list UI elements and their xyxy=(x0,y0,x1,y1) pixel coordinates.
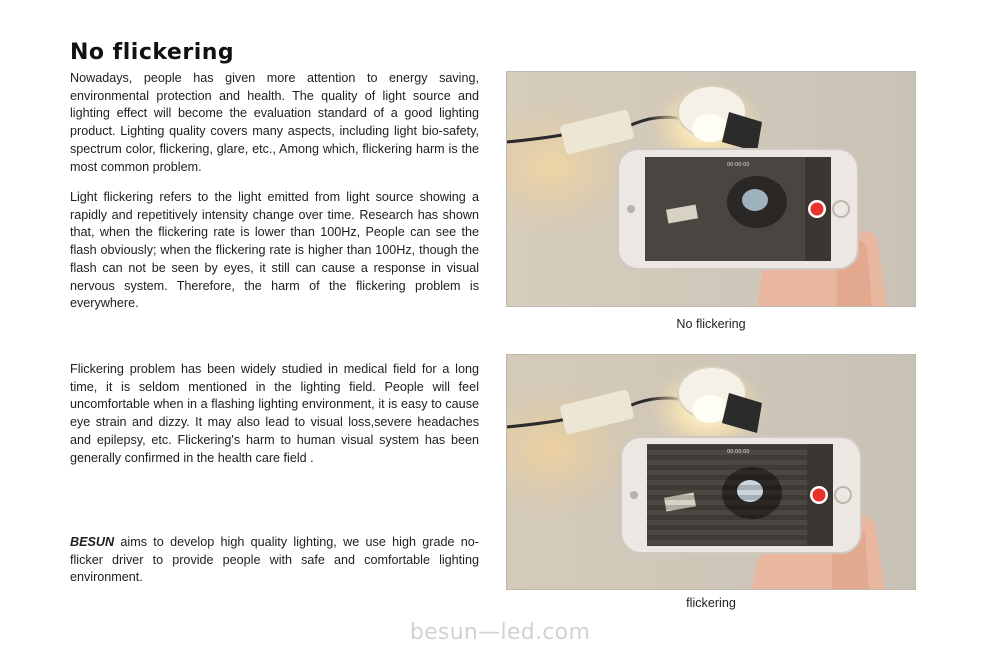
record-button-icon xyxy=(813,489,826,502)
page-title: No flickering xyxy=(70,40,235,65)
flickering-photo xyxy=(506,354,916,590)
record-button-icon xyxy=(811,203,824,216)
besun-paragraph xyxy=(70,534,479,587)
medical-paragraph: Flickering problem has been widely studied in medical field for a long time, it is seldom mentioned in the lighting field. People will feel uncomfortable when in a flashing lighting environment, it is easy to cause eye strain and dizzy. It may also lead to visual loss,severe headaches and epilepsy, etc. Flickering's harm to human visual system has been generally confirmed in the health care field . xyxy=(70,362,479,465)
intro-paragraph: Nowadays, people has given more attention to energy saving, environmental protection and health. The quality of light source and lighting effect will become the evaluation standard of a good lighting product. Lighting quality covers many aspects, including light bio-safety, spectrum color, flickering, glare, etc., Among which, flickering harm is the most common problem. xyxy=(70,71,479,174)
watermark: besun—led.com xyxy=(409,620,591,645)
no-flickering-caption: No flickering xyxy=(676,317,746,331)
flicker-definition-paragraph: Light flickering refers to the light emitted from light source showing a rapidly and repetitively intensity change over time. Research has shown that, when the flickering rate is lower than 100Hz, People can see the flash obviously; when the flickering rate is higher than 100Hz, though the flash can not be seen by eyes, it still can cause a response in visual nervous system. Therefore, the harm of the flickering problem is everywhere. xyxy=(70,190,479,311)
flickering-caption: flickering xyxy=(686,596,736,610)
phone-timer: 00:00:00 xyxy=(727,449,750,455)
no-flickering-photo xyxy=(506,71,916,307)
besun-paragraph-text: aims to develop high quality lighting, we use high grade no-flicker driver to provide people with safe and comfortable lighting environment. xyxy=(70,535,479,585)
brand-name: BESUN xyxy=(70,535,115,549)
phone-timer: 00:00:00 xyxy=(727,162,750,168)
